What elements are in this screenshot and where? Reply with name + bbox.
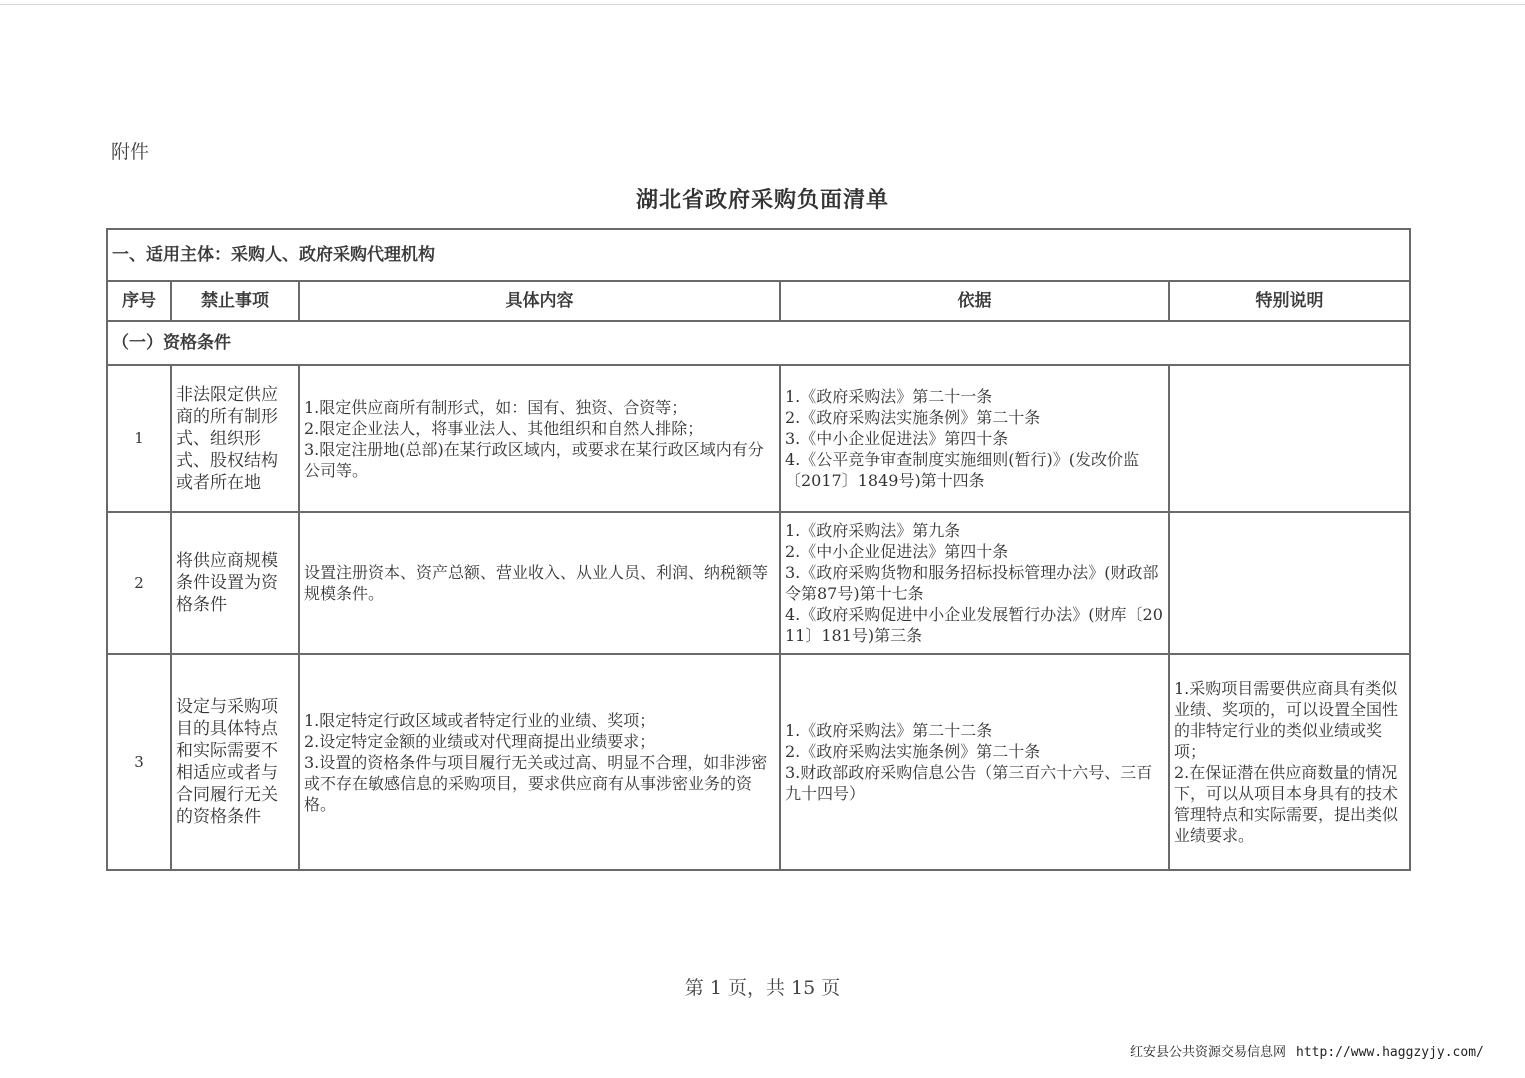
table-row — [107, 365, 1410, 512]
top-border-line — [0, 4, 1525, 5]
legal-basis: 1.《政府采购法》第九条 2.《中小企业促进法》第四十条 3.《政府采购货物和服务招标投标管理办法》(财政部令第87号)第十七条 4.《政府采购促进中小企业发展暂行办法》(财库〔2011〕181号)第三条 — [780, 512, 1169, 654]
site-watermark — [1130, 1041, 1484, 1060]
header-row — [107, 281, 1410, 321]
special-note: 1.采购项目需要供应商具有类似业绩、奖项的，可以设置全国性的非特定行业的类似业绩或奖项； 2.在保证潜在供应商数量的情况下，可以从项目本身具有的技术管理特点和实际需要，提出类似业绩要求。 — [1169, 654, 1410, 870]
prohibited-item: 设定与采购项目的具体特点和实际需要不相适应或者与合同履行无关的资格条件 — [171, 654, 299, 870]
section-heading: （一）资格条件 — [107, 321, 1410, 365]
column-header-no: 序号 — [107, 281, 171, 321]
column-header-content: 具体内容 — [299, 281, 780, 321]
site-name: 红安县公共资源交易信息网 — [1130, 1045, 1287, 1060]
page-number: 第 1 页，共 15 页 — [684, 977, 841, 999]
column-header-note: 特别说明 — [1169, 281, 1410, 321]
site-url[interactable]: http://www.haggzyjy.com/ — [1296, 1045, 1484, 1060]
legal-basis: 1.《政府采购法》第二十一条 2.《政府采购法实施条例》第二十条 3.《中小企业促进法》第四十条 4.《公平竞争审查制度实施细则(暂行)》(发改价监〔2017〕1849号)第十四条 — [780, 365, 1169, 512]
column-header-item: 禁止事项 — [171, 281, 299, 321]
special-note — [1169, 365, 1410, 512]
negative-list-table — [106, 228, 1411, 871]
legal-basis: 1.《政府采购法》第二十二条 2.《政府采购法实施条例》第二十条 3.财政部政府采购信息公告（第三百六十六号、三百九十四号） — [780, 654, 1169, 870]
table-row — [107, 512, 1410, 654]
attachment-label: 附件 — [111, 141, 150, 163]
column-header-basis: 依据 — [780, 281, 1169, 321]
document-title: 湖北省政府采购负面清单 — [635, 187, 889, 213]
row-number: 3 — [107, 654, 171, 870]
prohibited-item: 非法限定供应商的所有制形式、组织形式、股权结构或者所在地 — [171, 365, 299, 512]
row-number: 1 — [107, 365, 171, 512]
special-note — [1169, 512, 1410, 654]
row-number: 2 — [107, 512, 171, 654]
specific-content: 1.限定特定行政区域或者特定行业的业绩、奖项； 2.设定特定金额的业绩或对代理商提出业绩要求； 3.设置的资格条件与项目履行无关或过高、明显不合理，如非涉密或不存在敏感信息的采购项目，要求供应商有从事涉密业务的资格。 — [299, 654, 780, 870]
section-heading-row — [107, 321, 1410, 365]
prohibited-item: 将供应商规模条件设置为资格条件 — [171, 512, 299, 654]
specific-content: 1.限定供应商所有制形式，如：国有、独资、合资等； 2.限定企业法人，将事业法人、其他组织和自然人排除； 3.限定注册地(总部)在某行政区域内，或要求在某行政区域内有分公司等。 — [299, 365, 780, 512]
specific-content: 设置注册资本、资产总额、营业收入、从业人员、利润、纳税额等规模条件。 — [299, 512, 780, 654]
scope-row — [107, 229, 1410, 281]
scope-cell: 一、适用主体：采购人、政府采购代理机构 — [107, 229, 1410, 281]
table-row — [107, 654, 1410, 870]
